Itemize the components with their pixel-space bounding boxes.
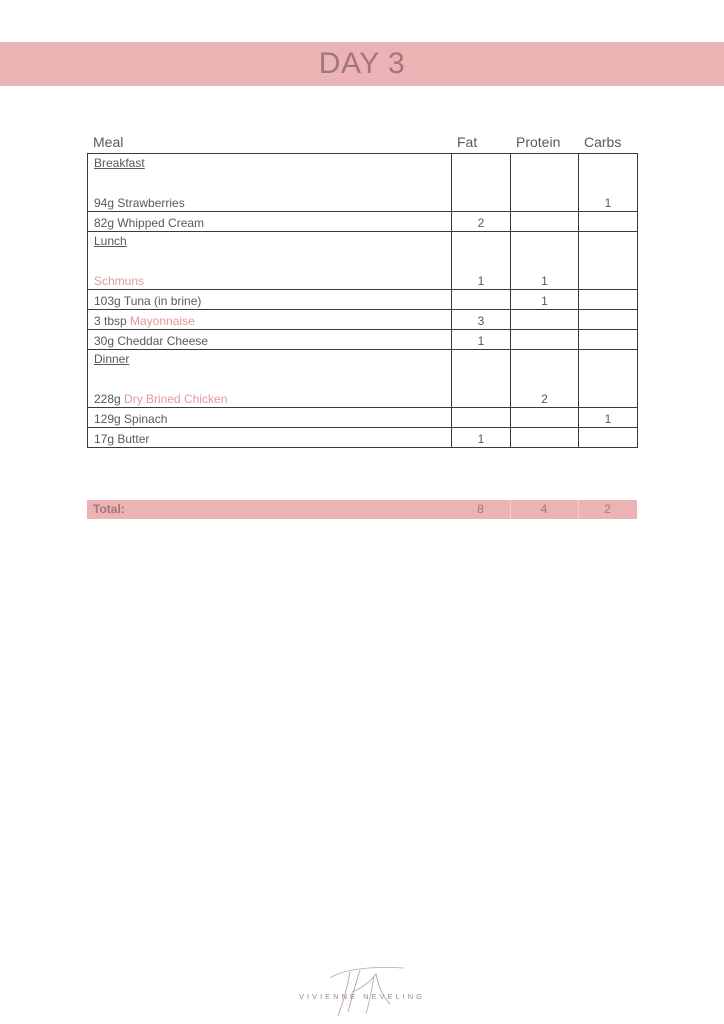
- fat-cell: 1: [452, 428, 511, 448]
- column-header-protein: Protein: [516, 134, 561, 150]
- fat-cell: [452, 350, 511, 408]
- fat-cell: 3: [452, 310, 511, 330]
- carbs-cell: [579, 428, 638, 448]
- fat-cell: 2: [452, 212, 511, 232]
- protein-cell: 1: [511, 290, 579, 310]
- item-quantity: 82g Whipped Cream: [94, 216, 205, 230]
- section-heading-breakfast: Breakfast: [94, 156, 145, 170]
- fat-cell: [452, 408, 511, 428]
- column-header-carbs: Carbs: [584, 134, 622, 150]
- brand-logo: [292, 962, 432, 1022]
- carbs-cell: [579, 212, 638, 232]
- page-title: DAY 3: [318, 47, 406, 80]
- table-row: [88, 310, 638, 330]
- section-heading-lunch: Lunch: [94, 234, 127, 248]
- meal-cell: [88, 330, 452, 350]
- protein-cell: [511, 408, 579, 428]
- table-header: [87, 134, 637, 154]
- meal-cell: [88, 154, 452, 212]
- meal-cell: [88, 350, 452, 408]
- meal-plan-table: [87, 153, 638, 448]
- carbs-cell: [579, 290, 638, 310]
- recipe-link-schmuns[interactable]: Schmuns: [94, 274, 145, 288]
- breakfast-section-row: [88, 154, 638, 212]
- item-quantity: 17g Butter: [94, 432, 150, 446]
- column-header-meal: Meal: [93, 134, 124, 150]
- item-quantity: 129g Spinach: [94, 412, 168, 426]
- fat-cell: 1: [452, 232, 511, 290]
- total-row: [87, 500, 637, 519]
- protein-cell: 1: [511, 232, 579, 290]
- carbs-cell: 1: [579, 154, 638, 212]
- meal-cell: [88, 212, 452, 232]
- total-protein: 4: [540, 502, 548, 516]
- total-fat: 8: [477, 502, 484, 516]
- protein-cell: [511, 310, 579, 330]
- item-quantity: 228g: [94, 392, 125, 406]
- carbs-cell: [579, 350, 638, 408]
- brand-name: VIVIENNE NEVELING: [298, 992, 426, 1001]
- carbs-cell: 1: [579, 408, 638, 428]
- lunch-section-row: [88, 232, 638, 290]
- item-quantity: 3 tbsp: [94, 314, 131, 328]
- total-carbs: 2: [604, 502, 611, 516]
- meal-cell: [88, 232, 452, 290]
- fat-cell: 1: [452, 330, 511, 350]
- item-label: 94g Strawberries: [94, 196, 185, 210]
- table-row: [88, 330, 638, 350]
- table-row: [88, 428, 638, 448]
- recipe-link-mayonnaise[interactable]: Mayonnaise: [130, 314, 195, 328]
- fat-cell: [452, 290, 511, 310]
- protein-cell: [511, 212, 579, 232]
- protein-cell: [511, 154, 579, 212]
- column-header-fat: Fat: [457, 134, 478, 150]
- section-heading-dinner: Dinner: [94, 352, 130, 366]
- meal-cell: [88, 408, 452, 428]
- protein-cell: [511, 330, 579, 350]
- protein-cell: 2: [511, 350, 579, 408]
- carbs-cell: [579, 310, 638, 330]
- day-banner: [0, 42, 724, 86]
- protein-cell: [511, 428, 579, 448]
- meal-cell: [88, 310, 452, 330]
- fat-cell: [452, 154, 511, 212]
- meal-cell: [88, 428, 452, 448]
- dinner-section-row: [88, 350, 638, 408]
- carbs-cell: [579, 330, 638, 350]
- item-quantity: 103g Tuna (in brine): [94, 294, 202, 308]
- table-row: [88, 408, 638, 428]
- item-quantity: 30g Cheddar Cheese: [94, 334, 209, 348]
- table-row: [88, 290, 638, 310]
- meal-cell: [88, 290, 452, 310]
- monogram-icon: [312, 962, 412, 1020]
- table-row: [88, 212, 638, 232]
- carbs-cell: [579, 232, 638, 290]
- total-label: Total:: [93, 502, 125, 516]
- recipe-link-dry-brined-chicken[interactable]: Dry Brined Chicken: [124, 392, 228, 406]
